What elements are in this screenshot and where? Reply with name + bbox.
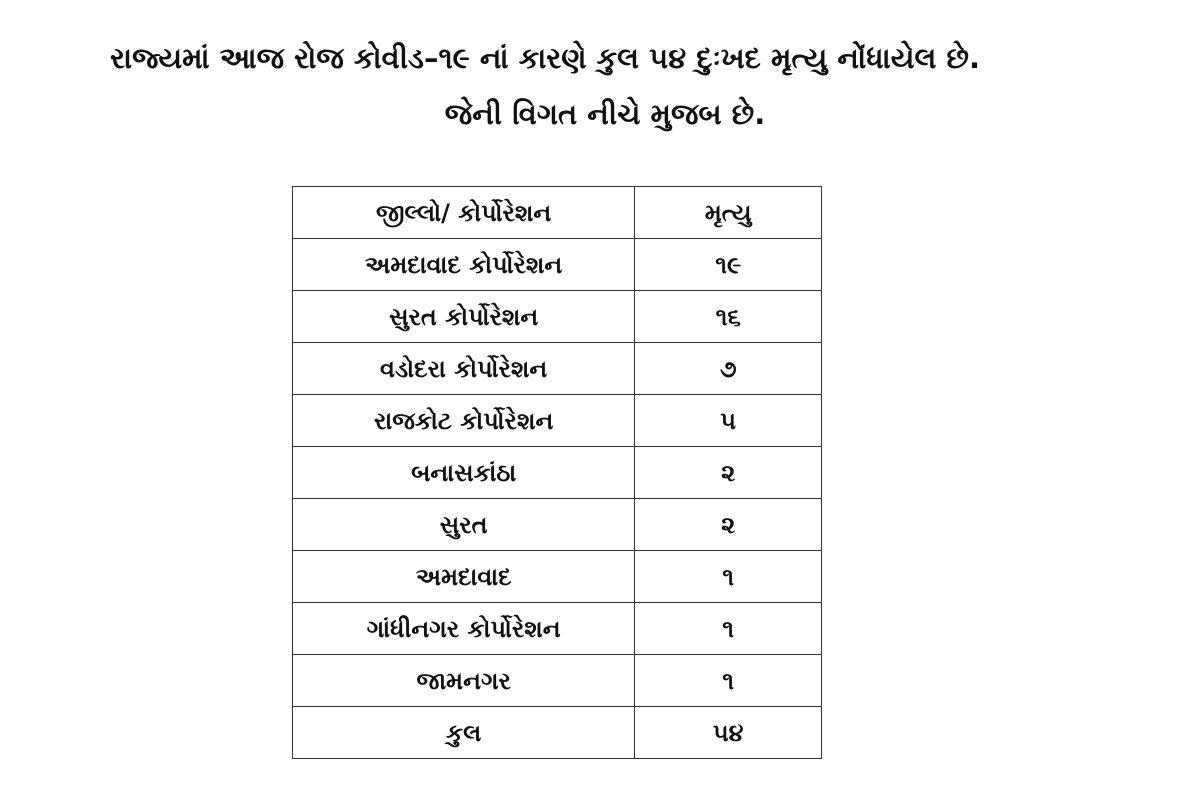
total-row: [293, 707, 822, 759]
heading-line-1: રાજ્યમાં આજ રોજ કોવીડ–૧૯ નાં કારણે કુલ ૫૪ દુઃખદ મૃત્યુ નોંધાયેલ છે.: [110, 41, 980, 75]
district-cell: વડોદરા કોર્પોરેશન: [293, 343, 635, 395]
deaths-cell: ૨: [635, 499, 822, 551]
total-label-cell: કુલ: [293, 707, 635, 759]
table-row: [293, 447, 822, 499]
table-row: [293, 239, 822, 291]
district-cell: રાજકોટ કોર્પોરેશન: [293, 395, 635, 447]
district-cell: અમદાવાદ કોર્પોરેશન: [293, 239, 635, 291]
deaths-cell: ૧: [635, 655, 822, 707]
deaths-cell: ૫: [635, 395, 822, 447]
deaths-cell: ૨: [635, 447, 822, 499]
heading-line-2: જેની વિગત નીચે મુજબ છે.: [444, 97, 766, 131]
table-header-row: [293, 187, 822, 239]
district-cell: સુરત કોર્પોરેશન: [293, 291, 635, 343]
column-header-district: જીલ્લો/ કોર્પોરેશન: [293, 187, 635, 239]
deaths-cell: ૧૯: [635, 239, 822, 291]
deaths-cell: ૭: [635, 343, 822, 395]
deaths-cell: ૧૬: [635, 291, 822, 343]
district-cell: જામનગર: [293, 655, 635, 707]
table-row: [293, 603, 822, 655]
column-header-deaths: મૃત્યુ: [635, 187, 822, 239]
deaths-table: [292, 186, 822, 759]
total-deaths-cell: ૫૪: [635, 707, 822, 759]
table-row: [293, 499, 822, 551]
table-row: [293, 551, 822, 603]
deaths-cell: ૧: [635, 551, 822, 603]
district-cell: અમદાવાદ: [293, 551, 635, 603]
table-row: [293, 655, 822, 707]
district-cell: સુરત: [293, 499, 635, 551]
table-row: [293, 395, 822, 447]
table-row: [293, 343, 822, 395]
district-cell: બનાસકાંઠા: [293, 447, 635, 499]
table-row: [293, 291, 822, 343]
document-heading: [0, 30, 1200, 142]
district-cell: ગાંધીનગર કોર્પોરેશન: [293, 603, 635, 655]
deaths-cell: ૧: [635, 603, 822, 655]
